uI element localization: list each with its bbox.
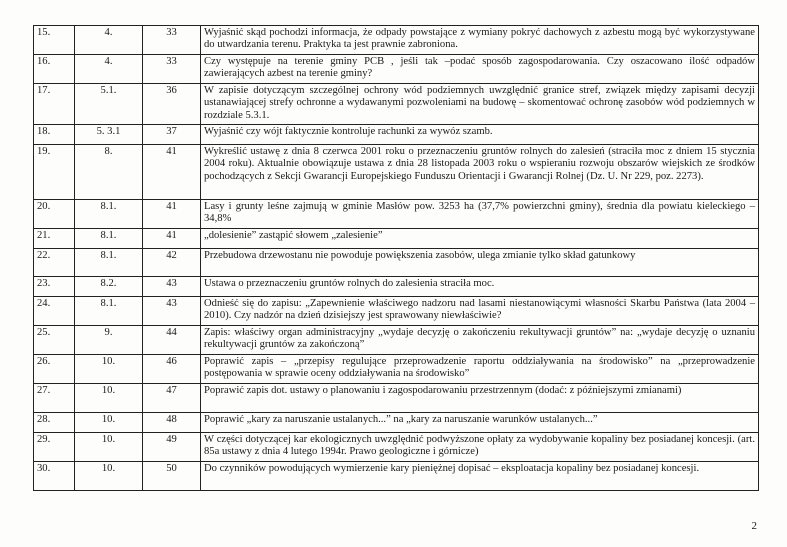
- page-reference: 33: [143, 26, 201, 55]
- remark-text: Wyjaśnić skąd pochodzi informacja, że odpady powstające z wymiany pokryć dachowych z azbestu mogą być wykorzystywane do utwardzania terenu. Praktyka ta jest prawnie zabroniona.: [201, 26, 759, 55]
- chapter-point: 10.: [75, 384, 143, 413]
- table-row: [34, 125, 759, 145]
- page-reference: 42: [143, 249, 201, 277]
- chapter-point: 5. 3.1: [75, 125, 143, 145]
- chapter-point: 8.1.: [75, 229, 143, 249]
- remark-text: Wykreślić ustawę z dnia 8 czerwca 2001 roku o przeznaczeniu gruntów rolnych do zalesień (straciła moc z dniem 15 stycznia 2004 roku). Aktualnie obowiązuje ustawa z dnia 28 listopada 2003 roku o wspieraniu rozwoju obszarów wiejskich ze środków pochodzących z Sekcji Gwarancji Europejskiego Funduszu Orientacji i Gwarancji Rolnej (Dz. U. Nr 229, poz. 2273).: [201, 145, 759, 200]
- table-row: [34, 55, 759, 84]
- remark-text: Poprawić zapis dot. ustawy o planowaniu i zagospodarowaniu przestrzennym (dodać: z późniejszymi zmianami): [201, 384, 759, 413]
- table-row: [34, 145, 759, 200]
- remark-text: Wyjaśnić czy wójt faktycznie kontroluje rachunki za wywóz szamb.: [201, 125, 759, 145]
- remark-text: „dolesienie” zastąpić słowem „zalesienie”: [201, 229, 759, 249]
- remark-text: Zapis: właściwy organ administracyjny „wydaje decyzję o zakończeniu rekultywacji gruntów” na: „wydaje decyzję o uznaniu rekultywacji gruntów za zakończoną”: [201, 326, 759, 355]
- remark-text: Lasy i grunty leśne zajmują w gminie Masłów pow. 3253 ha (37,7% powierzchni gminy), średnia dla powiatu kieleckiego – 34,8%: [201, 200, 759, 229]
- page-number: 2: [751, 520, 757, 532]
- table-row: [34, 462, 759, 491]
- remark-text: Poprawić zapis – „przepisy regulujące przeprowadzenie raportu oddziaływania na środowisko” na „przeprowadzenie postępowania w sprawie oceny oddziaływania na środowisko”: [201, 355, 759, 384]
- row-number: 16.: [34, 55, 75, 84]
- page-reference: 48: [143, 413, 201, 433]
- page-reference: 33: [143, 55, 201, 84]
- chapter-point: 4.: [75, 55, 143, 84]
- chapter-point: 8.1.: [75, 297, 143, 326]
- row-number: 15.: [34, 26, 75, 55]
- page-reference: 37: [143, 125, 201, 145]
- chapter-point: 10.: [75, 462, 143, 491]
- table-row: [34, 229, 759, 249]
- page-reference: 41: [143, 229, 201, 249]
- row-number: 17.: [34, 84, 75, 125]
- table-row: [34, 84, 759, 125]
- page-reference: 43: [143, 297, 201, 326]
- row-number: 20.: [34, 200, 75, 229]
- row-number: 19.: [34, 145, 75, 200]
- chapter-point: 8.1.: [75, 200, 143, 229]
- remarks-table: [33, 25, 759, 491]
- remark-text: Przebudowa drzewostanu nie powoduje powiększenia zasobów, ulega zmianie tylko skład gatunkowy: [201, 249, 759, 277]
- table-row: [34, 249, 759, 277]
- remark-text: Poprawić „kary za naruszanie ustalanych...” na „kary za naruszanie warunków ustalanych...”: [201, 413, 759, 433]
- row-number: 26.: [34, 355, 75, 384]
- table-row: [34, 413, 759, 433]
- page-reference: 47: [143, 384, 201, 413]
- chapter-point: 4.: [75, 26, 143, 55]
- table-row: [34, 277, 759, 297]
- table-row: [34, 384, 759, 413]
- table-row: [34, 326, 759, 355]
- table-row: [34, 200, 759, 229]
- chapter-point: 8.2.: [75, 277, 143, 297]
- remark-text: Odnieść się do zapisu: „Zapewnienie właściwego nadzoru nad lasami niestanowiącymi własności Skarbu Państwa (lata 2004 – 2010). Czy nadzór na dzień dzisiejszy jest sprawowany niewłaściwie?: [201, 297, 759, 326]
- row-number: 27.: [34, 384, 75, 413]
- remark-text: Czy występuje na terenie gminy PCB , jeśli tak –podać sposób zagospodarowania. Czy oszacowano ilość odpadów zawierających azbest na terenie gminy?: [201, 55, 759, 84]
- row-number: 28.: [34, 413, 75, 433]
- table-row: [34, 355, 759, 384]
- chapter-point: 10.: [75, 355, 143, 384]
- table-row: [34, 433, 759, 462]
- chapter-point: 5.1.: [75, 84, 143, 125]
- row-number: 24.: [34, 297, 75, 326]
- row-number: 25.: [34, 326, 75, 355]
- table-row: [34, 26, 759, 55]
- remark-text: Ustawa o przeznaczeniu gruntów rolnych do zalesienia straciła moc.: [201, 277, 759, 297]
- page-reference: 36: [143, 84, 201, 125]
- row-number: 23.: [34, 277, 75, 297]
- page-reference: 46: [143, 355, 201, 384]
- table-row: [34, 297, 759, 326]
- chapter-point: 8.1.: [75, 249, 143, 277]
- row-number: 18.: [34, 125, 75, 145]
- page-reference: 43: [143, 277, 201, 297]
- remark-text: W części dotyczącej kar ekologicznych uwzględnić podwyższone opłaty za wydobywanie kopaliny bez posiadanej koncesji. (art. 85a ustawy z dnia 4 lutego 1994r. Prawo geologiczne i górnicze): [201, 433, 759, 462]
- page-reference: 44: [143, 326, 201, 355]
- remark-text: Do czynników powodujących wymierzenie kary pieniężnej dopisać – eksploatacja kopaliny bez posiadanej koncesji.: [201, 462, 759, 491]
- chapter-point: 9.: [75, 326, 143, 355]
- page-reference: 41: [143, 145, 201, 200]
- chapter-point: 8.: [75, 145, 143, 200]
- row-number: 30.: [34, 462, 75, 491]
- page-reference: 41: [143, 200, 201, 229]
- page-reference: 49: [143, 433, 201, 462]
- page-reference: 50: [143, 462, 201, 491]
- chapter-point: 10.: [75, 413, 143, 433]
- row-number: 22.: [34, 249, 75, 277]
- row-number: 21.: [34, 229, 75, 249]
- chapter-point: 10.: [75, 433, 143, 462]
- remark-text: W zapisie dotyczącym szczególnej ochrony wód podziemnych uwzględnić granice stref, związek między zapisami decyzji ustanawiającej strefy ochronne a wydawanymi pozwoleniami na budowę – skomentować ochronę zasobów wód podziemnych w rozdziale 5.3.1.: [201, 84, 759, 125]
- row-number: 29.: [34, 433, 75, 462]
